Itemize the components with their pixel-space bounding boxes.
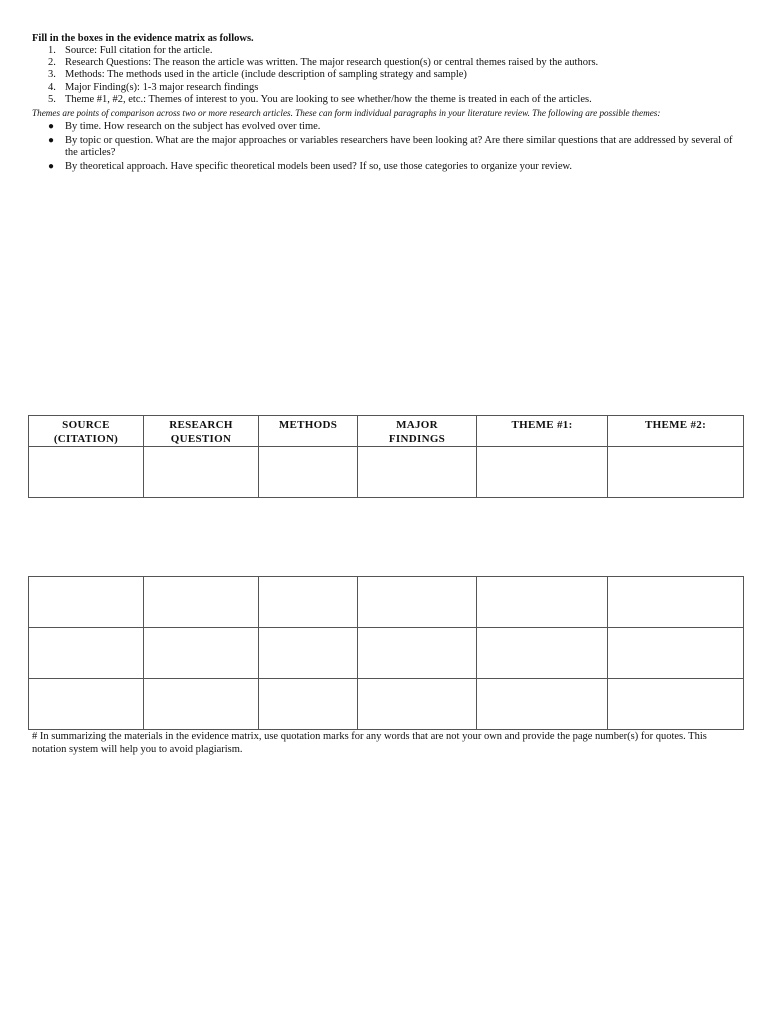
header-line: THEME #2:: [644, 419, 707, 431]
header-line: QUESTION: [170, 433, 232, 445]
header-source: [29, 416, 144, 447]
table-cell[interactable]: [358, 628, 477, 679]
table-row: [29, 679, 744, 730]
theme-bullet-text: By topic or question. What are the major approaches or variables researchers have been looking at? Are there similar questions that are addressed by several of the articles?: [65, 134, 733, 158]
table-cell[interactable]: [477, 628, 608, 679]
table-cell[interactable]: [358, 577, 477, 628]
theme-bullet-text: By time. How research on the subject has evolved over time.: [65, 121, 321, 132]
table-cell[interactable]: [358, 679, 477, 730]
table-cell[interactable]: [29, 628, 144, 679]
instruction-text: Research Questions: The reason the article was written. The major research question(s) or central themes raised by the authors.: [65, 57, 599, 69]
table-cell[interactable]: [144, 628, 259, 679]
instruction-text: Methods: The methods used in the article (include description of sampling strategy and sample): [65, 69, 467, 81]
table-row: [29, 628, 744, 679]
header-line: THEME #1:: [511, 419, 573, 431]
table-cell[interactable]: [29, 679, 144, 730]
table-cell[interactable]: [477, 577, 608, 628]
table-header-row: [29, 416, 744, 447]
theme-bullet-by-theory: [32, 161, 738, 173]
bullet-icon: ●: [48, 160, 55, 172]
table-cell[interactable]: [259, 628, 358, 679]
header-line: MAJOR: [396, 419, 438, 431]
instruction-text: Source: Full citation for the article.: [65, 45, 213, 56]
instruction-item-source: [32, 45, 598, 57]
bullet-icon: ●: [48, 134, 55, 146]
table-cell[interactable]: [608, 628, 744, 679]
instruction-item-major-findings: [32, 82, 598, 94]
table-row: [29, 577, 744, 628]
table-cell[interactable]: [358, 447, 477, 498]
instruction-number: 5.: [48, 93, 56, 105]
header-line: METHODS: [278, 419, 338, 431]
table-cell[interactable]: [144, 447, 259, 498]
table-cell[interactable]: [144, 679, 259, 730]
table-cell[interactable]: [259, 577, 358, 628]
bullet-icon: ●: [48, 121, 55, 132]
header-methods: [259, 416, 358, 447]
theme-bullet-by-time: [32, 121, 738, 133]
page-title: Fill in the boxes in the evidence matrix as follows.: [32, 33, 254, 44]
header-major-findings: [358, 416, 477, 447]
instruction-number: 1.: [48, 45, 56, 56]
plagiarism-footnote: # In summarizing the materials in the evidence matrix, use quotation marks for any words that are not your own and provide the page number(s) for quotes. This notation system will help you to avoid plagiarism.: [32, 731, 707, 755]
table-row: [29, 447, 744, 498]
header-line: (CITATION): [53, 433, 119, 445]
evidence-matrix-table: [28, 415, 744, 498]
themes-note: Themes are points of comparison across two or more research articles. These can form individual paragraphs in your literature review. The following are possible themes:: [32, 108, 661, 118]
table-cell[interactable]: [608, 679, 744, 730]
header-research-question: [144, 416, 259, 447]
table-cell[interactable]: [259, 447, 358, 498]
theme-bullet-by-topic: [32, 135, 738, 159]
header-line: FINDINGS: [388, 433, 446, 445]
instruction-item-methods: [32, 69, 598, 81]
table-cell[interactable]: [608, 447, 744, 498]
theme-bullet-text: By theoretical approach. Have specific theoretical models been used? If so, use those categories to organize your review.: [65, 160, 573, 172]
instruction-text: Major Finding(s): 1-3 major research findings: [65, 81, 259, 93]
header-line: RESEARCH: [169, 419, 233, 431]
instruction-number: 4.: [48, 81, 56, 93]
table-cell[interactable]: [259, 679, 358, 730]
instruction-item-themes: [32, 94, 598, 106]
header-theme-1: [477, 416, 608, 447]
evidence-matrix-continued-table: [28, 576, 744, 730]
table-cell[interactable]: [29, 447, 144, 498]
header-line: SOURCE: [62, 419, 110, 431]
theme-bullet-list: [32, 121, 738, 174]
instructions-list: [32, 45, 598, 106]
instruction-item-research-questions: [32, 57, 598, 69]
table-cell[interactable]: [477, 679, 608, 730]
table-cell[interactable]: [477, 447, 608, 498]
instruction-number: 2.: [48, 57, 56, 69]
instruction-number: 3.: [48, 69, 56, 81]
header-theme-2: [608, 416, 744, 447]
table-cell[interactable]: [144, 577, 259, 628]
table-cell[interactable]: [29, 577, 144, 628]
table-cell[interactable]: [608, 577, 744, 628]
instruction-text: Theme #1, #2, etc.: Themes of interest to you. You are looking to see whether/how the theme is treated in each of the articles.: [65, 93, 592, 105]
